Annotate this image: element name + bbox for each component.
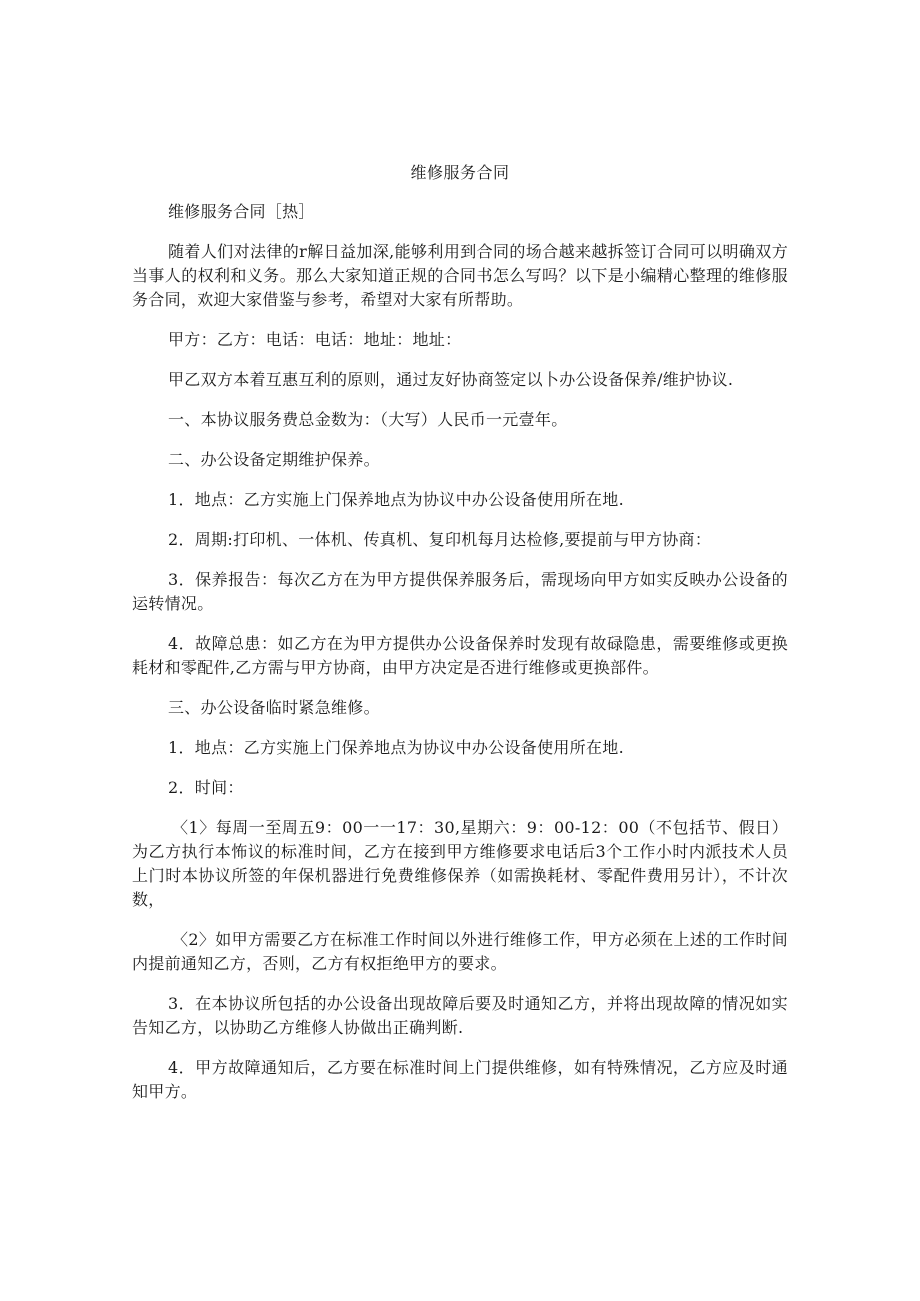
paragraph-section-3-item-2: 2．时间： (168, 778, 244, 797)
paragraph-section-2: 二、办公设备定期维护保养。 (168, 450, 380, 469)
paragraph-section-3-item-2-sub-1: 〈1〉每周一至周五9：00一一17：30,星期六：9：00-12：00（不包括节、假日）为乙方执行本怖议的标准时间，乙方在接到甲方维修要求电话后3个工作小时内派技术人员上门时本协议所签的年保机器进行免费维修保养（如需换耗材、零配件费用另计），不计次数， (132, 818, 788, 909)
paragraph-heading: 维修服务合同［热］ (168, 202, 315, 221)
paragraph-section-3-item-4: 4．甲方故障通知后，乙方要在标准时间上门提供维修，如有特殊情况，乙方应及时通知甲方。 (132, 1058, 788, 1101)
paragraph-section-3-item-2-sub-2: 〈2〉如甲方需要乙方在标准工作时间以外进行维修工作，甲方必须在上述的工作时间内提前通知乙方，否则，乙方有权拒绝甲方的要求。 (132, 930, 788, 973)
paragraph-parties: 甲方：乙方：电话：电话：地址：地址： (168, 330, 462, 349)
paragraph-principle: 甲乙双方本着互惠互利的原则，通过友好协商签定以卜办公设备保养/维护协议. (168, 370, 734, 389)
paragraph-section-2-item-2: 2．周期:打印机、一体机、传真机、复印机每月达检修,要提前与甲方协商： (168, 530, 712, 549)
paragraph-section-3-item-3: 3．在本协议所包括的办公设备出现故障后要及时通知乙方，并将出现故障的情况如实告知乙方，以协助乙方维修人协做出正确判断. (132, 994, 788, 1037)
paragraph-section-1: 一、本协议服务费总金数为：（大写）人民币一元壹年。 (168, 410, 568, 429)
paragraph-section-3-item-1: 1．地点：乙方实施上门保养地点为协议中办公设备使用所在地. (168, 738, 624, 757)
paragraph-section-2-item-4: 4．故障总患：如乙方在为甲方提供办公设备保养时发现有故碌隐患，需要维修或更换耗材和零配件,乙方需与甲方协商，由甲方决定是否进行维修或更换部件。 (132, 634, 788, 677)
document-body (132, 200, 788, 1120)
paragraph-section-3: 三、办公设备临时紧急维修。 (168, 698, 380, 717)
paragraph-intro: 随着人们对法律的r解日益加深,能够利用到合同的场合越来越拆签订合同可以明确双方当事人的权利和义务。那么大家知道正规的合同书怎么写吗？以下是小编精心整理的维修服务合同，欢迎大家借鉴与参考，希望对大家有所帮助。 (132, 242, 788, 309)
document-title: 维修服务合同 (410, 163, 510, 182)
paragraph-section-2-item-1: 1．地点：乙方实施上门保养地点为协议中办公设备使用所在地. (168, 490, 624, 509)
paragraph-section-2-item-3: 3．保养报告：每次乙方在为甲方提供保养服务后，需现场向甲方如实反映办公设备的运转情况。 (132, 570, 788, 613)
